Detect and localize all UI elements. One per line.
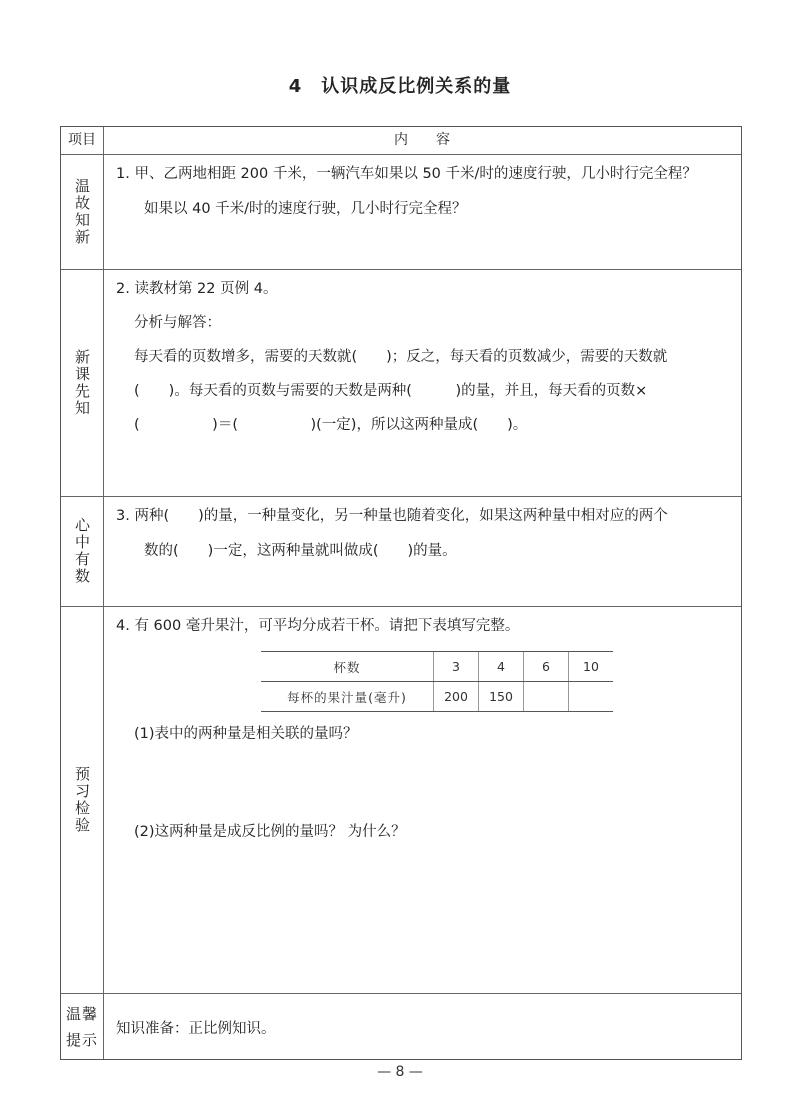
juice-table [261, 651, 613, 712]
table-cell: 3 [434, 652, 479, 682]
row-divider [61, 269, 741, 270]
row-divider [61, 496, 741, 497]
table-cell: 4 [479, 652, 524, 682]
worksheet-table [60, 126, 742, 1060]
column-divider [103, 127, 104, 1059]
page-title: 4 认识成反比例关系的量 [288, 76, 512, 97]
table-row [261, 682, 613, 712]
table-cell: 6 [524, 652, 569, 682]
row-divider [61, 154, 741, 155]
label-key-concept: 心中有数 [73, 517, 91, 585]
text-line: ( )＝( )(一定)，所以这两种量成( )。 [134, 417, 528, 433]
header-content: 内 容 [394, 132, 450, 148]
text-line: 每天看的页数增多，需要的天数就( )；反之，每天看的页数减少，需要的天数就 [134, 349, 668, 365]
row-label-cups: 杯数 [261, 652, 434, 682]
text-line: 3. 两种( )的量，一种量变化，另一种量也随着变化，如果这两种量中相对应的两个 [116, 508, 668, 524]
question-2: (2)这两种量是成反比例的量吗？ 为什么？ [134, 824, 406, 840]
table-row [261, 652, 613, 682]
page-number: — 8 — [377, 1064, 423, 1080]
label-tip-line2: 提示 [65, 1031, 98, 1049]
table-cell: 150 [479, 682, 524, 712]
row-label-juice-per-cup: 每杯的果汁量(毫升) [261, 682, 434, 712]
text-line: 如果以 40 千米/时的速度行驶，几小时行完全程？ [144, 201, 467, 217]
label-review: 温故知新 [73, 177, 91, 246]
table-cell: 10 [569, 652, 614, 682]
header-item: 项目 [68, 132, 96, 148]
table-cell-blank[interactable] [524, 682, 569, 712]
question-1: (1)表中的两种量是相关联的量吗？ [134, 726, 358, 742]
row-divider [61, 993, 741, 994]
text-line: 数的( )一定，这两种量就叫做成( )的量。 [144, 543, 457, 559]
text-line: 分析与解答： [134, 315, 221, 331]
label-check: 预习检验 [73, 765, 91, 834]
label-tip-line1: 温馨 [65, 1005, 98, 1023]
text-line: ( )。每天看的页数与需要的天数是两种( )的量，并且，每天看的页数× [134, 383, 648, 399]
text-line: 2. 读教材第 22 页例 4。 [116, 281, 278, 297]
table-cell: 200 [434, 682, 479, 712]
text-line: 1. 甲、乙两地相距 200 千米，一辆汽车如果以 50 千米/时的速度行驶，几小时行完全程？ [116, 166, 697, 182]
text-line: 4. 有 600 毫升果汁，可平均分成若干杯。请把下表填写完整。 [116, 618, 520, 634]
label-preview: 新课先知 [73, 348, 91, 417]
label-tip [61, 993, 103, 1061]
row-divider [61, 606, 741, 607]
table-cell-blank[interactable] [569, 682, 614, 712]
tip-text: 知识准备：正比例知识。 [116, 1021, 276, 1037]
